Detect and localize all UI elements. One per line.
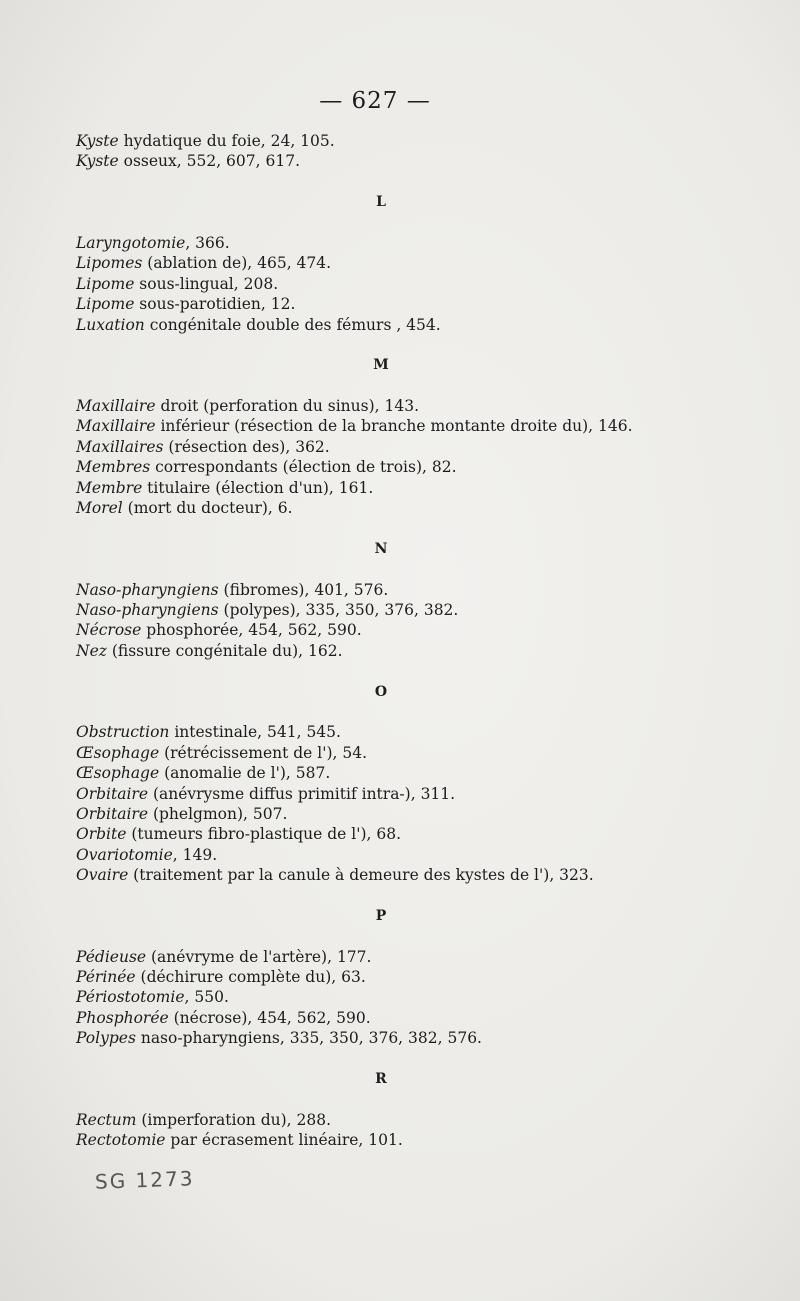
index-entry bbox=[76, 274, 716, 294]
index-entry bbox=[76, 131, 716, 151]
entry-keyword: Nécrose bbox=[76, 621, 142, 640]
entry-keyword: Morel bbox=[76, 499, 123, 518]
entry-keyword: Kyste bbox=[76, 132, 119, 150]
index-entry bbox=[76, 396, 716, 416]
entry-detail: inférieur (résection de la branche montante droite du), 146. bbox=[155, 417, 633, 436]
entry-detail: droit (perforation du sinus), 143. bbox=[155, 397, 419, 416]
section-gap bbox=[76, 926, 716, 946]
entry-detail: (fissure congénitale du), 162. bbox=[106, 641, 343, 660]
section-gap bbox=[76, 702, 716, 722]
entry-keyword: Naso-pharyngiens bbox=[76, 580, 219, 599]
entry-detail: (anévrysme diffus primitif intra-), 311. bbox=[148, 784, 456, 803]
index-entry bbox=[76, 253, 716, 273]
entry-detail: (résection des), 362. bbox=[163, 437, 330, 456]
index-entry bbox=[76, 233, 716, 253]
entry-detail: (traitement par la canule à demeure des kystes de l'), 323. bbox=[128, 866, 594, 885]
section-gap bbox=[76, 376, 716, 396]
entry-detail: correspondants (élection de trois), 82. bbox=[150, 458, 457, 477]
index-entry bbox=[76, 151, 716, 171]
index-entry bbox=[76, 580, 716, 600]
index-entry bbox=[76, 294, 716, 314]
index-entry bbox=[76, 457, 716, 477]
entry-keyword: Membres bbox=[76, 458, 151, 477]
entry-keyword: Rectum bbox=[76, 1110, 137, 1129]
entry-detail: (phelgmon), 507. bbox=[148, 804, 288, 823]
section-gap bbox=[76, 1089, 716, 1109]
entry-detail: (mort du docteur), 6. bbox=[122, 499, 293, 518]
entry-keyword: Maxillaire bbox=[76, 417, 156, 436]
entry-keyword: Lipomes bbox=[76, 254, 143, 273]
section-letter: M bbox=[373, 357, 389, 374]
index-entry bbox=[76, 1008, 716, 1028]
entry-detail: (fibromes), 401, 576. bbox=[218, 580, 389, 599]
index-entry bbox=[76, 987, 716, 1007]
entry-keyword: Naso-pharyngiens bbox=[76, 600, 219, 619]
entry-keyword: Maxillaires bbox=[76, 437, 164, 456]
section-letter: R bbox=[375, 1070, 387, 1087]
page-number: — 627 — bbox=[319, 88, 431, 114]
index-entry bbox=[76, 824, 716, 844]
entry-detail: sous-lingual, 208. bbox=[134, 274, 279, 293]
entry-keyword: Lipome bbox=[76, 295, 135, 314]
index-entry bbox=[76, 498, 716, 518]
index-entry bbox=[76, 722, 716, 742]
entry-keyword: Maxillaire bbox=[76, 397, 156, 416]
index-entry bbox=[76, 641, 716, 661]
entry-detail: intestinale, 541, 545. bbox=[169, 723, 341, 742]
section-gap bbox=[76, 885, 716, 905]
entry-detail: , 550. bbox=[184, 988, 229, 1007]
entry-detail: hydatique du foie, 24, 105. bbox=[118, 132, 335, 150]
entry-keyword: Ovariotomie bbox=[76, 845, 173, 864]
section-letter: N bbox=[374, 540, 388, 557]
section-gap bbox=[76, 559, 716, 579]
entry-keyword: Membre bbox=[76, 478, 143, 497]
entry-keyword: Œsophage bbox=[76, 764, 160, 783]
entry-keyword: Kyste bbox=[76, 152, 119, 171]
index-entry bbox=[76, 1110, 716, 1130]
entry-keyword: Lipome bbox=[76, 274, 135, 293]
entry-detail: naso-pharyngiens, 335, 350, 376, 382, 576. bbox=[135, 1029, 482, 1048]
entry-keyword: Luxation bbox=[76, 315, 145, 334]
entry-detail: (nécrose), 454, 562, 590. bbox=[168, 1008, 371, 1027]
entry-detail: congénitale double des fémurs , 454. bbox=[144, 315, 441, 334]
index-entry bbox=[76, 804, 716, 824]
entry-detail: (tumeurs fibro-plastique de l'), 68. bbox=[126, 825, 402, 844]
entry-detail: (anomalie de l'), 587. bbox=[159, 764, 331, 783]
entry-detail: , 366. bbox=[185, 233, 230, 252]
index-entry bbox=[76, 437, 716, 457]
entry-detail: (polypes), 335, 350, 376, 382. bbox=[218, 600, 459, 619]
index-entry bbox=[76, 763, 716, 783]
section-letter: O bbox=[374, 683, 388, 700]
entry-detail: phosphorée, 454, 562, 590. bbox=[141, 621, 362, 640]
index-entry bbox=[76, 620, 716, 640]
index-entry bbox=[76, 743, 716, 763]
handwritten-shelfmark: SG 1273 bbox=[94, 1166, 195, 1194]
index-entry bbox=[76, 478, 716, 498]
entry-keyword: Ovaire bbox=[76, 866, 129, 885]
entry-detail: titulaire (élection d'un), 161. bbox=[142, 478, 374, 497]
index-entry bbox=[76, 967, 716, 987]
section-letter: L bbox=[376, 194, 386, 211]
index-entries bbox=[76, 131, 716, 1151]
index-entry bbox=[76, 315, 716, 335]
entry-detail: (anévryme de l'artère), 177. bbox=[146, 947, 372, 966]
entry-keyword: Laryngotomie bbox=[76, 233, 186, 252]
entry-keyword: Périostotomie bbox=[76, 988, 185, 1007]
entry-detail: osseux, 552, 607, 617. bbox=[118, 152, 301, 171]
section-gap bbox=[76, 335, 716, 355]
section-gap bbox=[76, 1049, 716, 1069]
index-entry bbox=[76, 600, 716, 620]
entry-keyword: Obstruction bbox=[76, 723, 170, 742]
section-letter: P bbox=[375, 907, 387, 924]
entry-keyword: Rectotomie bbox=[76, 1131, 166, 1150]
index-entry bbox=[76, 416, 716, 436]
entry-detail: , 149. bbox=[172, 845, 218, 864]
entry-keyword: Polypes bbox=[76, 1029, 136, 1048]
section-gap bbox=[76, 518, 716, 538]
entry-detail: sous-parotidien, 12. bbox=[134, 295, 296, 314]
index-entry bbox=[76, 1130, 716, 1150]
entry-keyword: Phosphorée bbox=[76, 1008, 169, 1027]
entry-keyword: Pédieuse bbox=[76, 947, 147, 966]
entry-detail: (ablation de), 465, 474. bbox=[142, 254, 332, 273]
entry-detail: (déchirure complète du), 63. bbox=[135, 968, 366, 987]
entry-keyword: Orbite bbox=[76, 825, 127, 844]
section-gap bbox=[76, 172, 716, 192]
index-entry bbox=[76, 845, 716, 865]
entry-keyword: Orbitaire bbox=[76, 784, 149, 803]
index-entry bbox=[76, 947, 716, 967]
entry-detail: (rétrécissement de l'), 54. bbox=[159, 743, 368, 762]
entry-keyword: Périnée bbox=[76, 968, 136, 987]
entry-keyword: Orbitaire bbox=[76, 804, 149, 823]
entry-keyword: Œsophage bbox=[76, 743, 160, 762]
section-gap bbox=[76, 661, 716, 681]
index-entry bbox=[76, 865, 716, 885]
section-gap bbox=[76, 213, 716, 233]
entry-detail: (imperforation du), 288. bbox=[136, 1110, 332, 1129]
index-entry bbox=[76, 1028, 716, 1048]
entry-keyword: Nez bbox=[76, 641, 107, 660]
index-entry bbox=[76, 784, 716, 804]
entry-detail: par écrasement linéaire, 101. bbox=[165, 1131, 403, 1150]
